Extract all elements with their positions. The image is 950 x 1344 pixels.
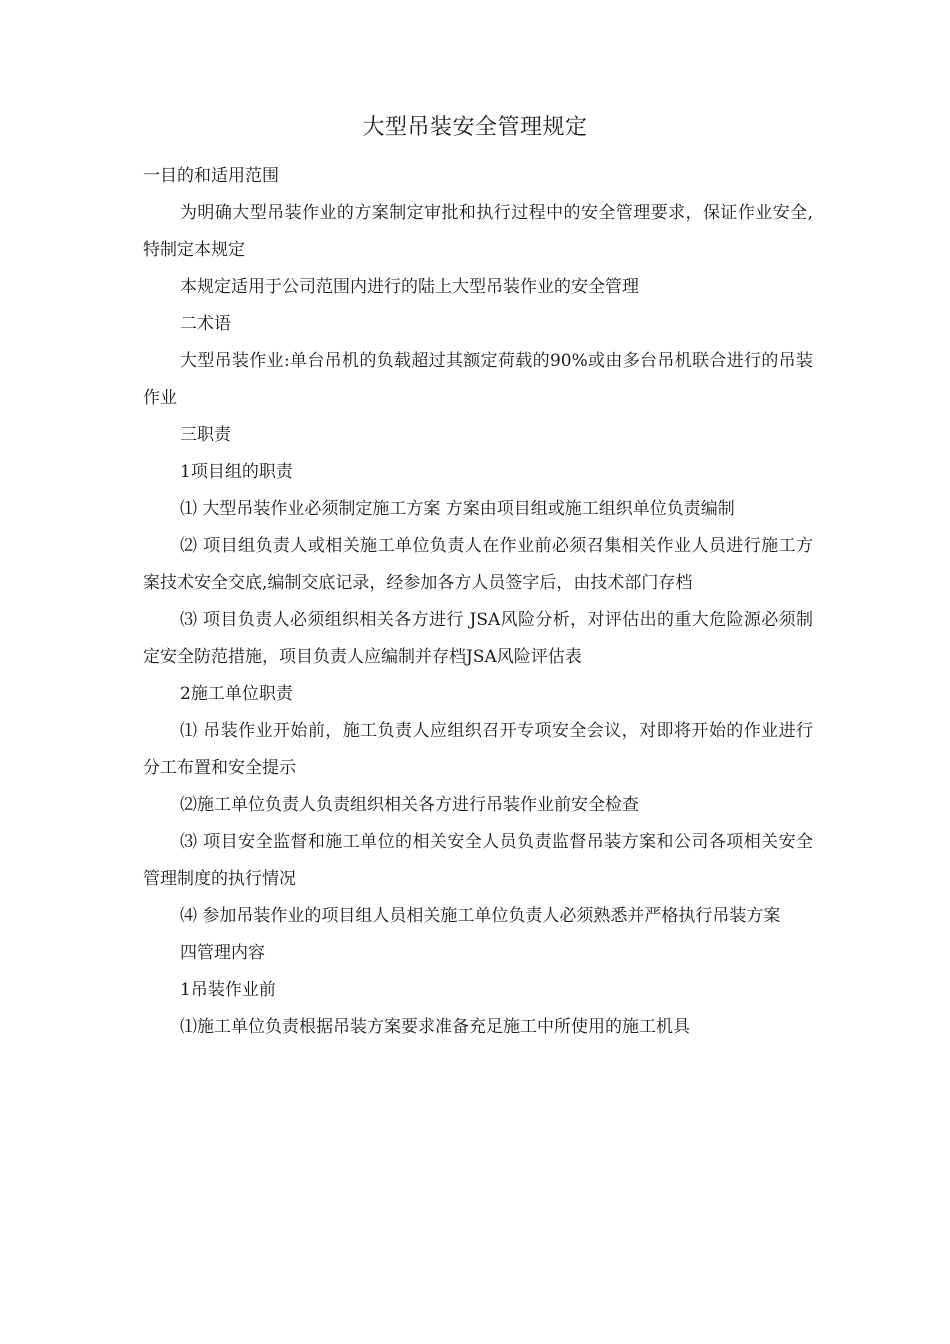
list-item-contractor-3: ⑶ 项目安全监督和施工单位的相关安全人员负责监督吊装方案和公司各项相关安全管理制度的执行情况 bbox=[143, 832, 813, 889]
section-heading-terms: 二术语 bbox=[180, 314, 231, 334]
section-heading-responsibilities: 三职责 bbox=[180, 425, 231, 445]
list-item-contractor-4: ⑷ 参加吊装作业的项目组人员相关施工单位负责人必须熟悉并严格执行吊装方案 bbox=[180, 906, 781, 926]
subsection-heading-project-team: 1项目组的职责 bbox=[180, 462, 293, 482]
list-item-project-team-2: ⑵ 项目组负责人或相关施工单位负责人在作业前必须召集相关作业人员进行施工方案技术安全交底,编制交底记录，经参加各方人员签字后，由技术部门存档 bbox=[143, 536, 813, 593]
list-item-project-team-3: ⑶ 项目负责人必须组织相关各方进行 JSA风险分析，对评估出的重大危险源必须制定安全防范措施，项目负责人应编制并存档JSA风险评估表 bbox=[143, 610, 813, 667]
subsection-heading-contractor: 2施工单位职责 bbox=[180, 684, 293, 704]
document-body bbox=[143, 158, 813, 1046]
paragraph-scope: 本规定适用于公司范围内进行的陆上大型吊装作业的安全管理 bbox=[180, 277, 639, 297]
document-title: 大型吊装安全管理规定 bbox=[362, 115, 588, 140]
section-heading-management: 四管理内容 bbox=[180, 943, 265, 963]
list-item-project-team-1: ⑴ 大型吊装作业必须制定施工方案 方案由项目组或施工组织单位负责编制 bbox=[180, 499, 735, 519]
list-item-contractor-2: ⑵施工单位负责人负责组织相关各方进行吊装作业前安全检查 bbox=[180, 795, 639, 815]
subsection-heading-before-lifting: 1吊装作业前 bbox=[180, 980, 276, 1000]
paragraph-term-definition: 大型吊装作业:单台吊机的负载超过其额定荷载的90%或由多台吊机联合进行的吊装作业 bbox=[143, 351, 813, 408]
list-item-before-lifting-1: ⑴施工单位负责根据吊装方案要求准备充足施工中所使用的施工机具 bbox=[180, 1017, 690, 1037]
section-heading-purpose: 一目的和适用范围 bbox=[143, 166, 279, 186]
list-item-contractor-1: ⑴ 吊装作业开始前，施工负责人应组织召开专项安全会议，对即将开始的作业进行分工布置和安全提示 bbox=[143, 721, 813, 778]
paragraph-purpose: 为明确大型吊装作业的方案制定审批和执行过程中的安全管理要求，保证作业安全,特制定本规定 bbox=[143, 203, 813, 260]
